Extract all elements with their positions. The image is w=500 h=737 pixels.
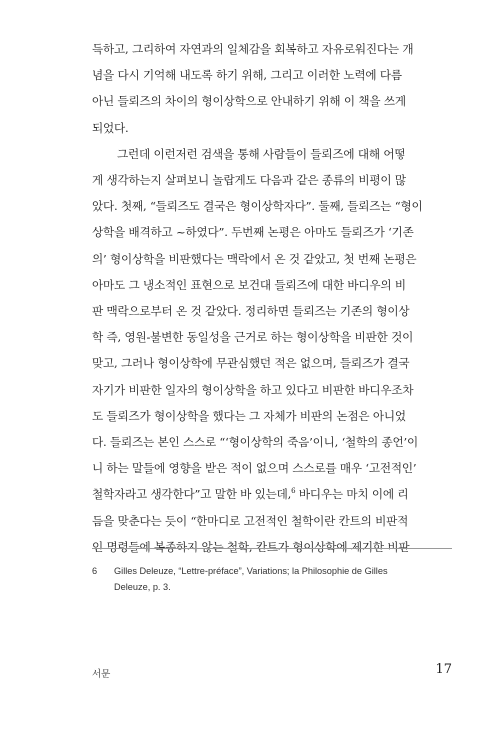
footnote-text <box>114 563 452 595</box>
text-line: 아닌 들뢰즈의 차이의 형이상학으로 안내하기 위해 이 책을 쓰게 <box>92 94 406 109</box>
footnote-line: Deleuze, p. 3. <box>114 582 171 592</box>
text-line: 다. 들뢰즈는 본인 스스로 “‘형이상학의 죽음’이니, ‘철학의 종언’이 <box>92 435 419 450</box>
footnote-reference[interactable]: 6 <box>291 487 296 496</box>
footnote-number: 6 <box>92 566 98 576</box>
text-line: 니 하는 말들에 영향을 받은 적이 없으며 스스로를 매우 ‘고전적인’ <box>92 461 417 476</box>
text-line: 게 생각하는지 살펴보니 놀랍게도 다음과 같은 종류의 비평이 많 <box>92 173 406 188</box>
text-line: 득하고, 그리하여 자연과의 일체감을 회복하고 자유로워진다는 개 <box>92 42 414 56</box>
text-line: 되었다. <box>92 120 129 135</box>
text-line: 그런데 이런저런 검색을 통해 사람들이 들뢰즈에 대해 어떻 <box>117 146 406 161</box>
footnote-line: Gilles Deleuze, “Lettre-préface”, Variations; la Philosophie de Gilles <box>114 566 388 576</box>
text-line: 자기가 비판한 일자의 형이상학을 하고 있다고 비판한 바디우조차 <box>92 382 414 397</box>
text-line: 의’ 형이상학을 비판했다는 맥락에서 온 것 같았고, 첫 번째 논평은 <box>92 251 417 266</box>
text-line: 맞고, 그러나 형이상학에 무관심했던 적은 없으며, 들뢰즈가 결국 <box>92 356 410 371</box>
page-number: 17 <box>435 662 452 677</box>
text-line: 인 명령들에 복종하지 않는 철학, 칸트가 형이상학에 제기한 비판 <box>92 539 410 554</box>
footnote-divider <box>92 548 452 549</box>
text-line: 학 즉, 영원-불변한 동일성을 근거로 하는 형이상학을 비판한 것이 <box>92 330 414 345</box>
text-line: 듬을 맞춘다는 듯이 “한마디로 고전적인 철학이란 칸트의 비판적 <box>92 513 409 528</box>
text-line: 상학을 배격하고 ~하였다”. 두번째 논평은 아마도 들뢰즈가 ‘기존 <box>92 225 414 240</box>
text-line: 아마도 그 냉소적인 표현으로 보건대 들뢰즈에 대한 바디우의 비 <box>92 277 406 292</box>
text-line: 념을 다시 기억해 내도록 하기 위해, 그리고 이러한 노력에 다름 <box>92 68 402 83</box>
text-line: 도 들뢰즈가 형이상학을 했다는 그 자체가 비판의 논점은 아니었 <box>92 408 406 423</box>
running-head: 서문 <box>92 669 111 680</box>
text-line <box>92 481 452 507</box>
text-segment: 철학자라고 생각한다”고 말한 바 있는데, <box>92 487 292 502</box>
text-line: 판 맥락으로부터 온 것 같았다. 정리하면 들뢰즈는 기존의 형이상 <box>92 304 410 319</box>
body-text <box>92 36 452 560</box>
text-segment: 바디우는 마치 이에 리 <box>295 487 409 502</box>
text-line: 았다. 첫째, “들뢰즈도 결국은 형이상학자다”. 둘째, 들뢰즈는 “형이 <box>92 199 423 214</box>
